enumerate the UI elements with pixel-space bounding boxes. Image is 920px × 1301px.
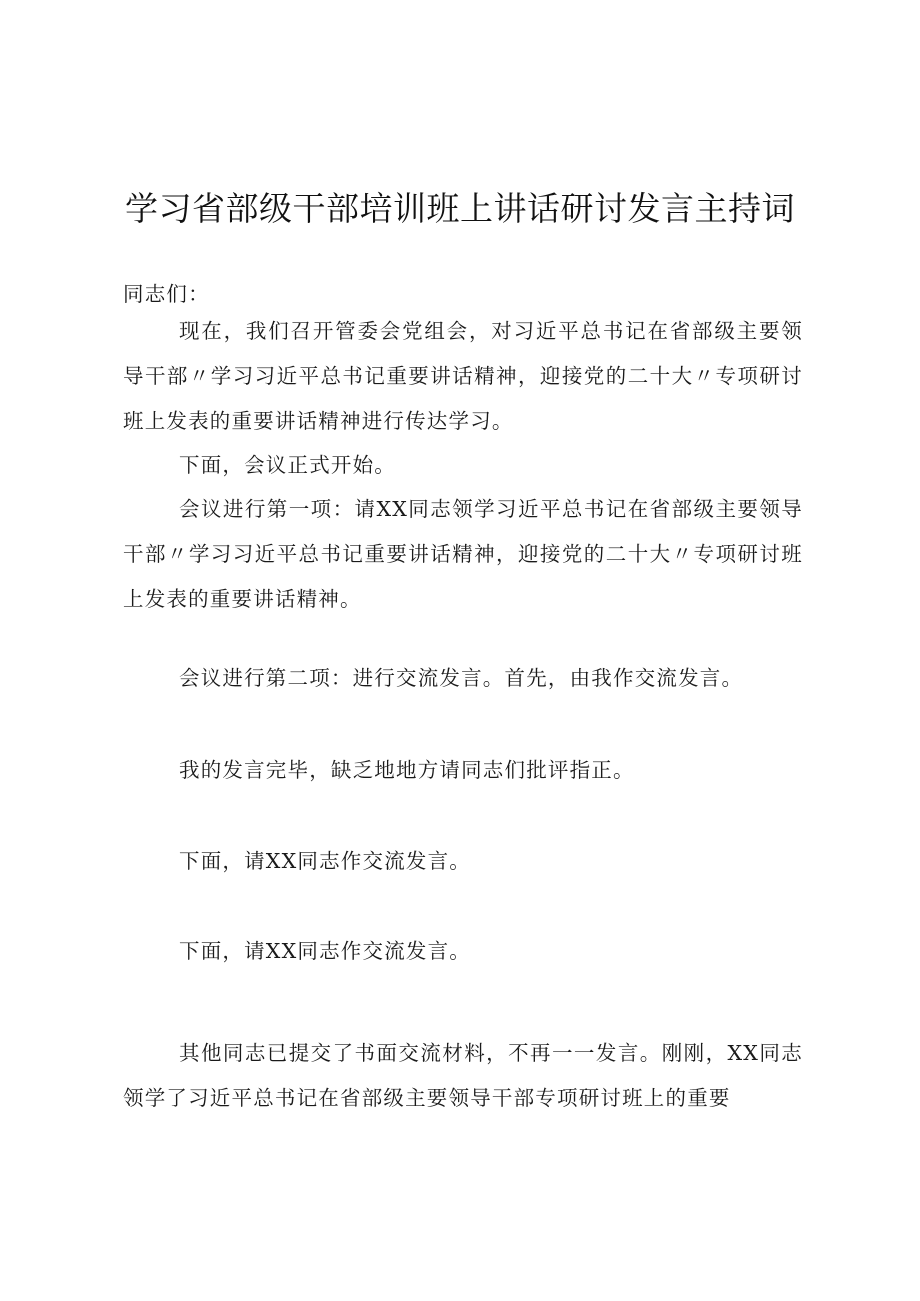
paragraph-speech-end: 我的发言完毕，缺乏地地方请同志们批评指正。 <box>179 758 635 782</box>
paragraph-meeting-start: 下面，会议正式开始。 <box>179 453 396 477</box>
paragraph-item-one: 会议进行第一项：请XX同志领学习近平总书记在省部级主要领导干部〃学习习近平总书记重要讲话精神，迎接党的二十大〃专项研讨班上发表的重要讲话精神。 <box>123 497 803 611</box>
paragraph-next-speaker-1: 下面，请XX同志作交流发言。 <box>179 849 471 873</box>
paragraph-next-speaker-2: 下面，请XX同志作交流发言。 <box>179 939 471 963</box>
paragraph-closing: 其他同志已提交了书面交流材料，不再一一发言。刚刚，XX同志领学了习近平总书记在省部级主要领导干部专项研讨班上的重要 <box>123 1041 803 1110</box>
paragraph-opening: 现在，我们召开管委会党组会，对习近平总书记在省部级主要领导干部〃学习习近平总书记重要讲话精神，迎接党的二十大〃专项研讨班上发表的重要讲话精神进行传达学习。 <box>123 319 803 433</box>
paragraph-item-two: 会议进行第二项：进行交流发言。首先，由我作交流发言。 <box>179 666 744 690</box>
salutation: 同志们： <box>123 282 210 306</box>
document-title: 学习省部级干部培训班上讲话研讨发言主持词 <box>125 189 795 229</box>
